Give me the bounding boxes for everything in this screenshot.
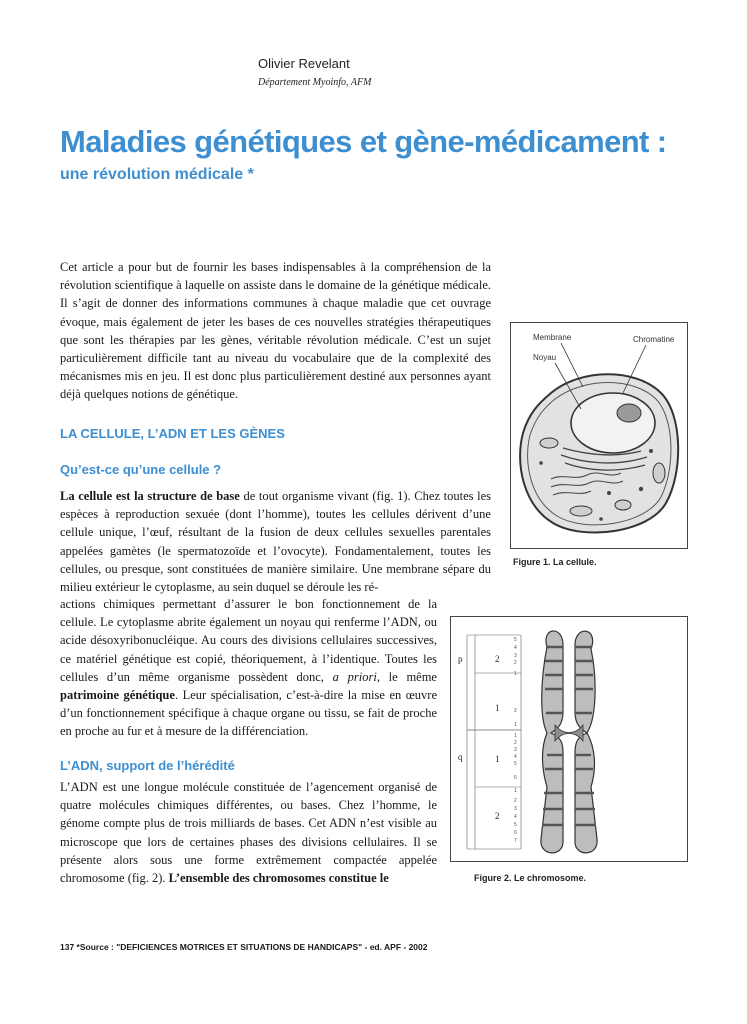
band-label: 2 — [514, 740, 517, 746]
paragraph-text: . Leur spécialisation, c’est-à-dire la mise en œuvre d’un fonctionnement spécifique à chaque organe ou tissu, se fait de proche en proche au fur et à mesure de la différenciation. — [60, 688, 437, 739]
page-title: Maladies génétiques et gène-médicament : — [60, 124, 667, 159]
arm-p-label: p — [458, 654, 463, 664]
subsection-heading-dna: L’ADN, support de l’hérédité — [60, 758, 235, 773]
paragraph-cell-2 — [60, 595, 437, 741]
region-q1-label: 1 — [495, 754, 500, 764]
figure-chromosome — [450, 616, 688, 862]
label-membrane: Membrane — [533, 333, 572, 342]
paragraph-text: , le même — [376, 669, 437, 684]
bold-term: L’ensemble des chromosomes constitue le — [168, 871, 389, 886]
figure-cell — [510, 322, 688, 549]
figure-2-caption: Figure 2. Le chromosome. — [474, 873, 587, 883]
band-label: 3 — [514, 806, 517, 812]
bold-lead: La cellule est la structure de base — [60, 489, 240, 503]
cell-illustration-icon — [511, 323, 687, 548]
section-heading: LA CELLULE, L’ADN ET LES GÈNES — [60, 426, 285, 441]
band-label: 4 — [514, 754, 517, 760]
intro-paragraph: Cet article a pour but de fournir les bases indispensables à la compréhension de la révolution scientifique à laquelle on assiste dans le domaine de la génétique médicale. Il s’agit de donner des informations communes à chaque maladie que cet ouvrage évoque, mais également de jeter les bases de ces nouvelles stratégies thérapeutiques que sont les thérapies par les gènes, véritable révolution médicale. C’est un sujet particulièrement difficile tant au niveau du vocabulaire que de la complexité des mécanismes mis en jeu. Il est donc plus particulièrement destiné aux personnes ayant déjà quelques notions de génétique. — [60, 260, 491, 402]
band-label: 1 — [514, 788, 517, 794]
band-label: 1 — [514, 733, 517, 739]
bold-term: patrimoine génétique — [60, 688, 175, 703]
band-label: 4 — [514, 645, 517, 651]
band-label: 2 — [514, 798, 517, 804]
chromosome-illustration-icon — [451, 617, 687, 861]
band-label: 6 — [514, 830, 517, 836]
page-subtitle: une révolution médicale * — [60, 166, 254, 183]
band-label: 1 — [514, 671, 517, 677]
region-p1-label: 1 — [495, 703, 500, 713]
band-label: 6 — [514, 775, 517, 781]
band-label: 3 — [514, 653, 517, 659]
italic-term: a priori — [332, 669, 377, 684]
band-label: 7 — [514, 838, 517, 844]
paragraph-cell-1 — [60, 487, 491, 596]
region-p2-label: 2 — [495, 654, 500, 664]
paragraph-text: de tout organisme vivant (fig. 1). Chez toutes les espèces à reproduction sexuée (dont l’homme), toutes les cellules dérivent d’une cellule unique, l’œuf, résultant de la fusion de deux cellules sexuelles parentales appelées gamètes (le spermatozoïde et l’ovocyte). Fondamentalement, toutes les cellules, ou presque, sont constituées de manière similaire. Une membrane sépare du milieu extérieur le cytoplasme, au sein duquel se déroule les ré- — [60, 489, 491, 595]
page-footer: 137 *Source : "DEFICIENCES MOTRICES ET SITUATIONS DE HANDICAPS" - ed. APF - 2002 — [60, 942, 428, 952]
band-label: 5 — [514, 637, 517, 643]
paragraph-text: actions chimiques permettant d’assurer le bon fonctionnement de la cellule. Le cytoplasme abrite également un noyau qui renferme l’ADN, ou acide désoxyribonucléique. Au cours des divisions cellulaires successives, ce matériel génétique est copié, théoriquement, à l’identique. Toutes les cellules d’un même organisme possèdent donc, — [60, 597, 437, 684]
arm-q-label: q — [458, 752, 463, 762]
band-label: 5 — [514, 822, 517, 828]
band-label: 2 — [514, 660, 517, 666]
label-noyau: Noyau — [533, 353, 557, 362]
region-q2-label: 2 — [495, 811, 500, 821]
band-label: 2 — [514, 708, 517, 714]
band-label: 3 — [514, 747, 517, 753]
subsection-heading-cell: Qu’est-ce qu’une cellule ? — [60, 462, 222, 477]
figure-1-caption: Figure 1. La cellule. — [513, 557, 597, 567]
author-name: Olivier Revelant — [258, 56, 350, 71]
author-affiliation: Département Myoinfo, AFM — [258, 77, 372, 88]
band-label: 1 — [514, 722, 517, 728]
paragraph-dna — [60, 778, 437, 887]
label-chromatine: Chromatine — [633, 335, 675, 344]
paragraph-text: L’ADN est une longue molécule constituée de l’agencement organisé de quatre molécules chimiques différentes, ou bases. Chez l’homme, le génome compte plus de trois milliards de bases. Cet ADN n’est visible au microscope que lors de certaines phases des divisions cellulaires. Il se présente alors sous une forme extrêmement compactée appelée chromosome (fig. 2). — [60, 780, 437, 886]
band-label: 4 — [514, 814, 517, 820]
band-label: 5 — [514, 761, 517, 767]
